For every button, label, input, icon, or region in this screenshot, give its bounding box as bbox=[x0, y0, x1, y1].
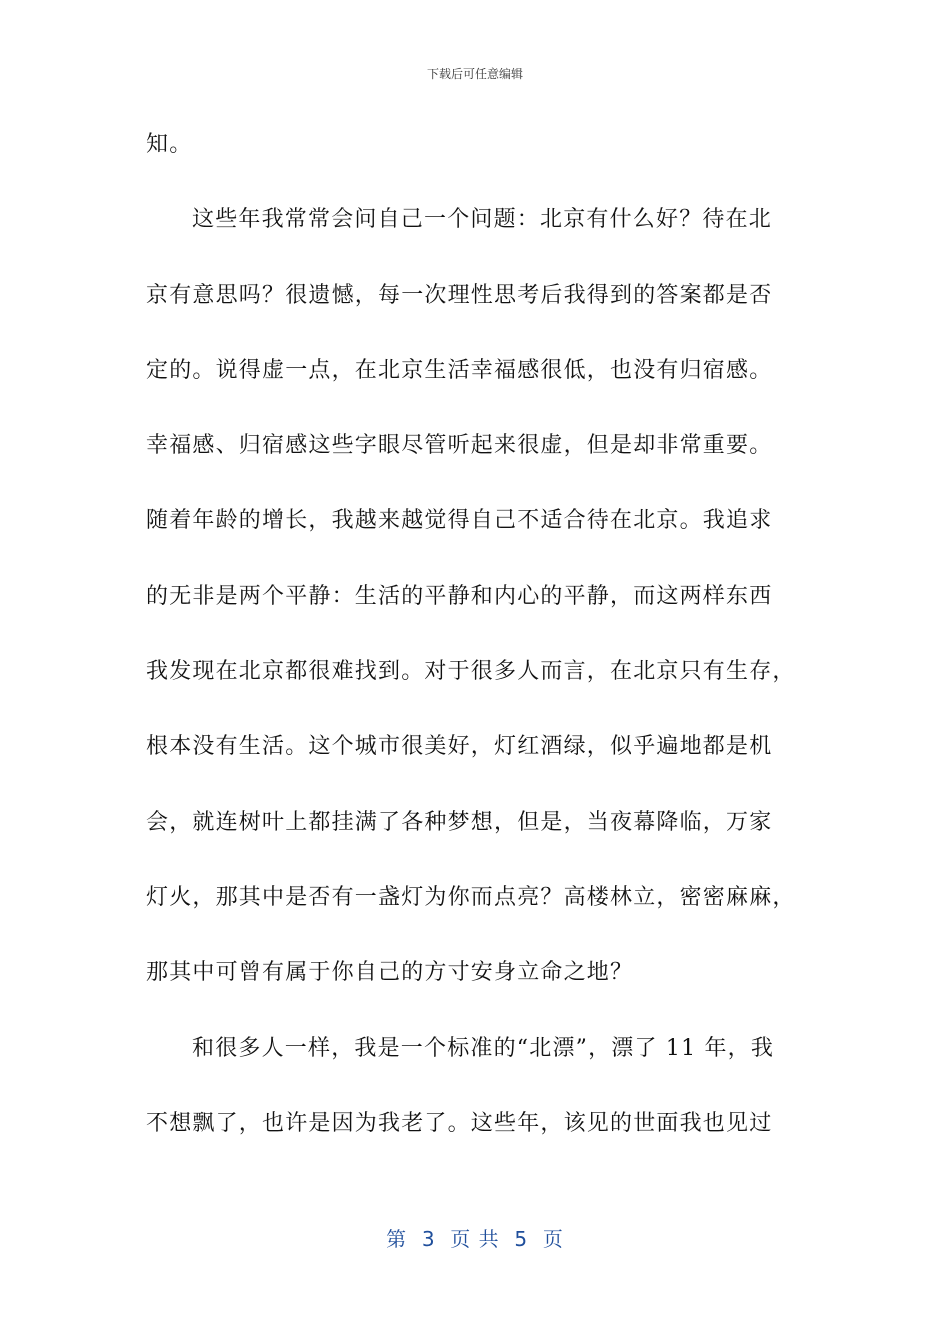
text-line: 幸福感、归宿感这些字眼尽管听起来很虚，但是却非常重要。 bbox=[146, 433, 773, 459]
text-line: 那其中可曾有属于你自己的方寸安身立命之地？ bbox=[146, 960, 634, 986]
page-header: 下载后可任意编辑 bbox=[426, 67, 523, 81]
text-line: 根本没有生活。这个城市很美好，灯红酒绿，似乎遍地都是机 bbox=[146, 734, 773, 760]
text-line: 定的。说得虚一点，在北京生活幸福感很低，也没有归宿感。 bbox=[146, 357, 773, 383]
paragraph-start-line: 和很多人一样，我是一个标准的“北漂”，漂了 11 年，我 bbox=[192, 1035, 775, 1061]
text-line: 不想飘了，也许是因为我老了。这些年，该见的世面我也见过 bbox=[146, 1110, 773, 1136]
paragraph-start-line: 这些年我常常会问自己一个问题：北京有什么好？待在北 bbox=[192, 207, 773, 233]
text-line: 京有意思吗？很遗憾，每一次理性思考后我得到的答案都是否 bbox=[146, 282, 773, 308]
text-line: 会，就连树叶上都挂满了各种梦想，但是，当夜幕降临，万家 bbox=[146, 809, 773, 835]
text-line: 我发现在北京都很难找到。对于很多人而言，在北京只有生存， bbox=[146, 659, 796, 685]
text-line: 知。 bbox=[146, 132, 193, 157]
document-body bbox=[146, 128, 808, 1182]
text-line: 的无非是两个平静：生活的平静和内心的平静，而这两样东西 bbox=[146, 583, 773, 609]
text-line: 灯火，那其中是否有一盏灯为你而点亮？高楼林立，密密麻麻， bbox=[146, 884, 796, 910]
text-line: 随着年龄的增长，我越来越觉得自己不适合待在北京。我追求 bbox=[146, 508, 773, 534]
page-number-footer: 第 3 页 共 5 页 bbox=[386, 1227, 564, 1251]
